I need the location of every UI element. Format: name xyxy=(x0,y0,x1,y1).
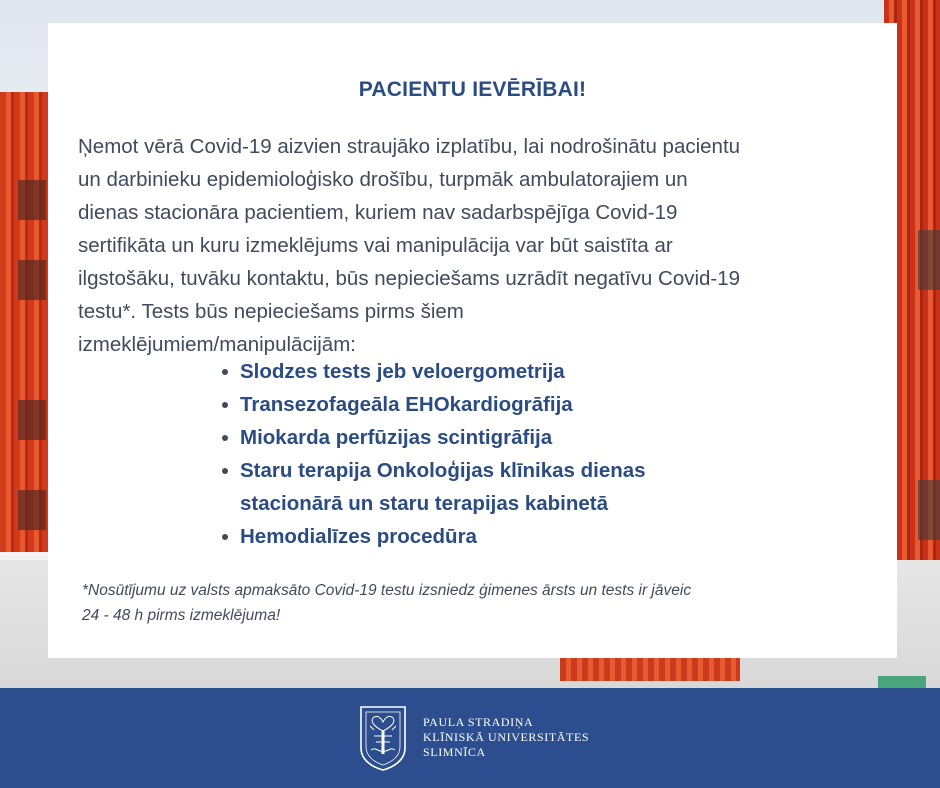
list-item-text: stacionārā un staru terapijas kabinetā xyxy=(240,492,608,515)
org-line: PAULA STRADIŅA xyxy=(423,715,534,729)
paragraph-line: testu*. Tests būs nepieciešams pirms šiem xyxy=(78,300,464,323)
footnote-line: *Nosūtījumu uz valsts apmaksāto Covid-19 testu izsniedz ģimenes ārsts un tests ir jāveic xyxy=(82,582,692,599)
bullet-icon xyxy=(222,402,228,408)
building-window xyxy=(18,490,46,530)
building-facade-left xyxy=(0,92,48,552)
building-window xyxy=(918,480,940,540)
list-item xyxy=(218,355,838,388)
bullet-icon xyxy=(222,435,228,441)
bullet-icon xyxy=(222,468,228,474)
list-item xyxy=(218,520,838,553)
org-line: SLIMNĪCA xyxy=(423,745,486,759)
list-item-text: Staru terapija Onkoloģijas klīnikas dienas xyxy=(240,459,646,482)
notice-paragraph xyxy=(78,130,878,361)
list-item xyxy=(218,421,838,454)
notice-card xyxy=(48,23,897,658)
list-item-text: Miokarda perfūzijas scintigrāfija xyxy=(240,426,553,449)
paragraph-line: Ņemot vērā Covid-19 aizvien straujāko izplatību, lai nodrošinātu pacientu xyxy=(78,135,741,158)
organization-name xyxy=(423,715,589,760)
building-window xyxy=(18,180,46,220)
building-window xyxy=(18,260,46,300)
paragraph-line: izmeklējumiem/manipulācijām: xyxy=(78,333,356,356)
list-item-text: Transezofageāla EHOkardiogrāfija xyxy=(240,393,573,416)
hospital-crest-icon xyxy=(358,704,408,772)
paragraph-line: dienas stacionāra pacientiem, kuriem nav sadarbspējīga Covid-19 xyxy=(78,201,678,224)
footnote xyxy=(82,578,862,628)
green-bin xyxy=(878,676,926,688)
list-item-text: Hemodialīzes procedūra xyxy=(240,525,477,548)
list-item-text: Slodzes tests jeb veloergometrija xyxy=(240,360,565,383)
paragraph-line: un darbinieku epidemioloģisko drošību, turpmāk ambulatorajiem un xyxy=(78,168,688,191)
building-window xyxy=(918,230,940,290)
list-item xyxy=(218,454,838,520)
paragraph-line: ilgstošāku, tuvāku kontaktu, būs nepieciešams uzrādīt negatīvu Covid-19 xyxy=(78,267,741,290)
notice-title: PACIENTU IEVĒRĪBAI! xyxy=(358,78,587,101)
procedure-list xyxy=(218,355,838,553)
list-item xyxy=(218,388,838,421)
footer-band xyxy=(0,688,940,788)
building-window xyxy=(18,400,46,440)
building-base xyxy=(560,655,740,681)
bullet-icon xyxy=(222,369,228,375)
footnote-line: 24 - 48 h pirms izmeklējuma! xyxy=(82,607,281,624)
bullet-icon xyxy=(222,534,228,540)
org-line: KLĪNISKĀ UNIVERSITĀTES xyxy=(423,730,590,744)
paragraph-line: sertifikāta un kuru izmeklējums vai manipulācija var būt saistīta ar xyxy=(78,234,673,257)
